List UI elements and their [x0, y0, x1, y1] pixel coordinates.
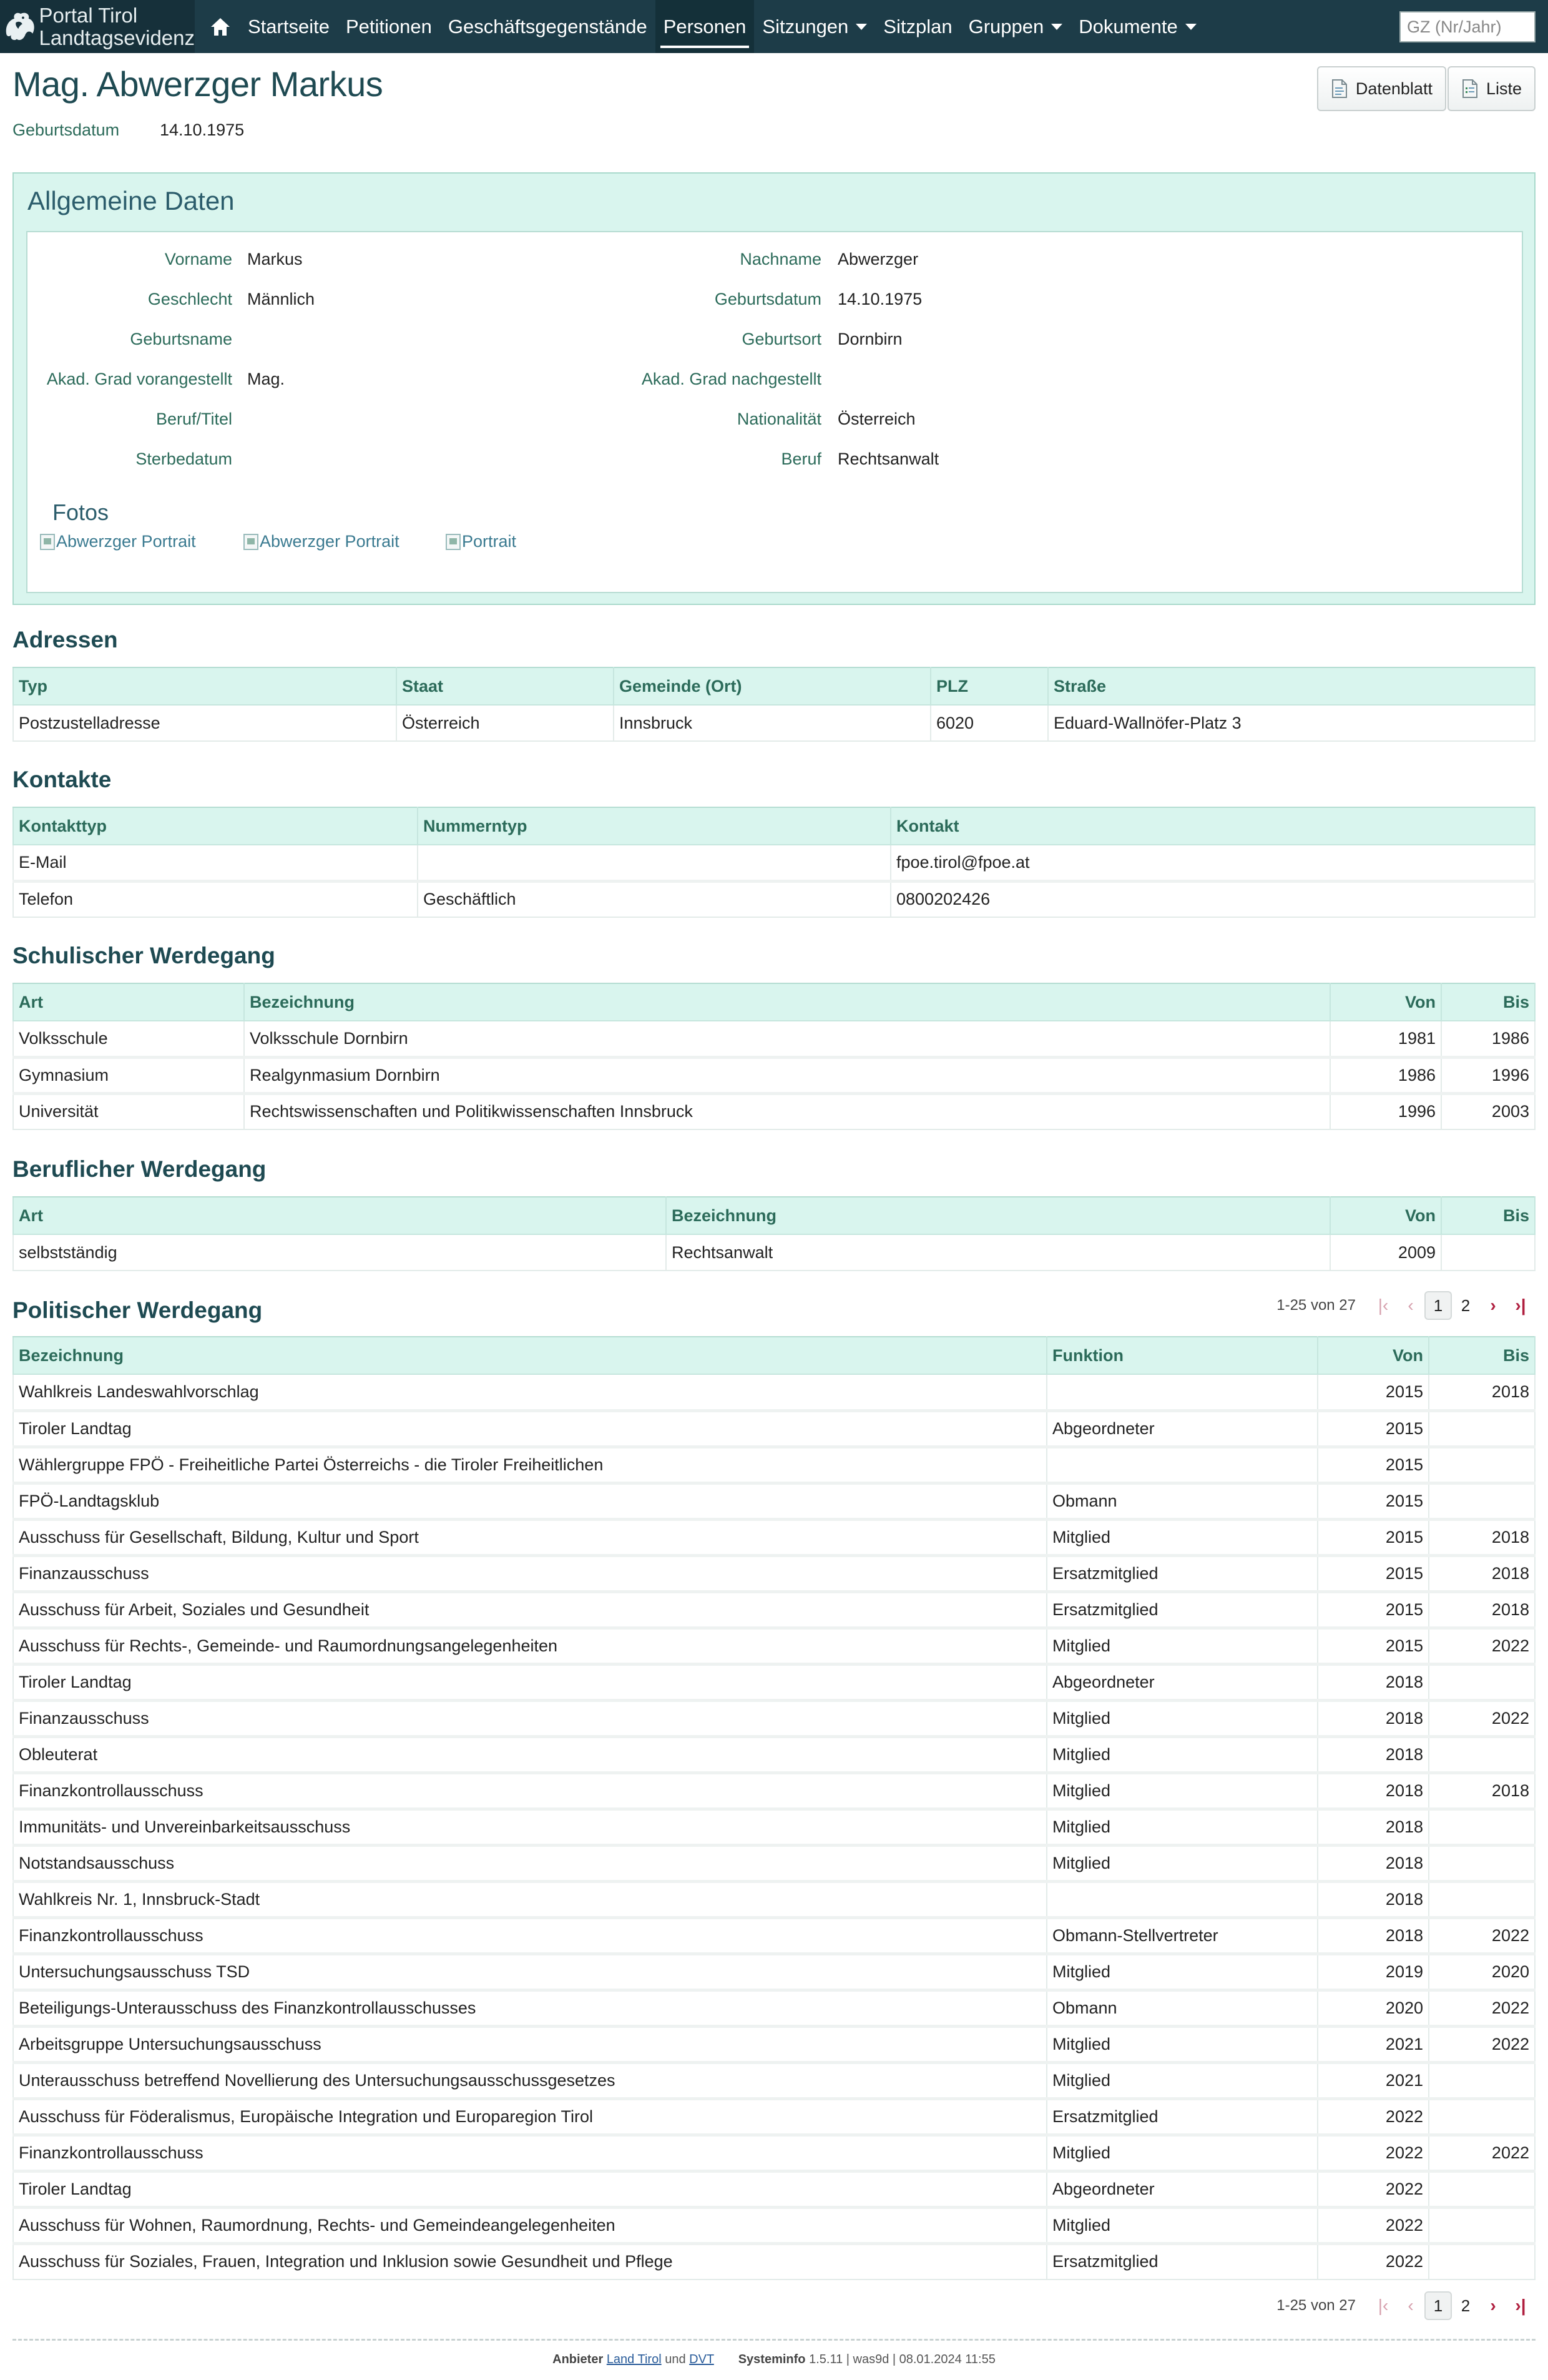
cell-bezeichnung: Obleuterat [13, 1736, 1047, 1773]
footer-divider [12, 2339, 1536, 2341]
cell-bezeichnung: Ausschuss für Wohnen, Raumordnung, Rechts- und Gemeindeangelegenheiten [13, 2207, 1047, 2243]
cell-nummerntyp: Geschäftlich [418, 881, 891, 917]
cell-funktion: Ersatzmitglied [1047, 1555, 1318, 1591]
pager-info: 1-25 von 27 [1276, 2297, 1356, 2314]
cell-funktion: Obmann [1047, 1990, 1318, 2026]
nav-label: Petitionen [345, 15, 432, 37]
cell-bis [1441, 1234, 1535, 1271]
cell-bezeichnung: Ausschuss für Arbeit, Soziales und Gesundheit [13, 1591, 1047, 1628]
cell-funktion: Obmann [1047, 1483, 1318, 1519]
beruf-titel-label: Beruf/Titel [155, 410, 232, 428]
cell-von: 1986 [1330, 1057, 1441, 1093]
geschlecht-value: Männlich [247, 290, 315, 308]
cell-von: 2015 [1318, 1447, 1429, 1483]
land-tirol-link[interactable]: Land Tirol [606, 2353, 662, 2366]
cell-bezeichnung: Ausschuss für Föderalismus, Europäische Integration und Europaregion Tirol [13, 2098, 1047, 2135]
cell-bis: 2018 [1429, 1773, 1535, 1809]
photo-2[interactable] [243, 532, 399, 551]
table-header-row [13, 1197, 1535, 1234]
cell-art: Volksschule [13, 1021, 244, 1057]
beruf-table [12, 1196, 1536, 1271]
table-header-row [13, 1337, 1535, 1374]
cell-bis [1429, 1483, 1535, 1519]
photo-alt-text: Abwerzger Portrait [260, 532, 399, 551]
table-row [13, 1057, 1535, 1093]
first-page-icon[interactable]: |‹ [1378, 1296, 1389, 1315]
cell-von: 2009 [1330, 1234, 1441, 1271]
cell-von: 2022 [1318, 2243, 1429, 2279]
pager-info: 1-25 von 27 [1276, 1297, 1356, 1314]
cell-kontakt: fpoe.tirol@fpoe.at [891, 845, 1535, 881]
cell-kontakttyp: E-Mail [13, 845, 418, 881]
nav-personen[interactable] [655, 0, 755, 53]
cell-von: 2015 [1318, 1519, 1429, 1555]
cell-bezeichnung: Ausschuss für Rechts-, Gemeinde- und Raumordnungsangelegenheiten [13, 1628, 1047, 1664]
nav-label: Geschäftsgegenstände [448, 15, 647, 37]
kontakte-table [12, 807, 1536, 918]
cell-bezeichnung: Finanzkontrollausschuss [13, 2135, 1047, 2171]
nav-dokumente[interactable] [1070, 0, 1205, 53]
table-row [13, 1234, 1535, 1271]
cell-von: 2015 [1318, 1410, 1429, 1447]
cell-bezeichnung: Tiroler Landtag [13, 1664, 1047, 1700]
cell-bezeichnung: Volksschule Dornbirn [244, 1021, 1330, 1057]
nav-label: Sitzplan [883, 15, 953, 37]
datenblatt-button[interactable] [1317, 66, 1446, 111]
table-header-row [13, 667, 1535, 705]
cell-kontakt: 0800202426 [891, 881, 1535, 917]
pager-top [1276, 1291, 1534, 1320]
cell-bis: 2022 [1429, 2135, 1535, 2171]
table-row [13, 1664, 1535, 1700]
cell-bis: 2003 [1441, 1093, 1535, 1129]
cell-bezeichnung: Finanzausschuss [13, 1555, 1047, 1591]
first-page-icon[interactable]: |‹ [1378, 2296, 1389, 2315]
cell-kontakttyp: Telefon [13, 881, 418, 917]
cell-von: 2018 [1318, 1809, 1429, 1845]
datenblatt-label: Datenblatt [1355, 79, 1433, 98]
brand-line-1: Portal Tirol [39, 3, 138, 27]
cell-bezeichnung: Finanzkontrollausschuss [13, 1773, 1047, 1809]
cell-funktion: Mitglied [1047, 2026, 1318, 2062]
nav-label: Personen [663, 15, 747, 37]
anbieter-label: Anbieter [552, 2353, 604, 2366]
column-header: Bis [1429, 1337, 1535, 1374]
broken-image-icon [40, 534, 55, 550]
previous-page-icon[interactable]: ‹ [1408, 2296, 1414, 2315]
liste-label: Liste [1486, 79, 1522, 98]
cell-bezeichnung: Tiroler Landtag [13, 2171, 1047, 2207]
akad-grad-vor-value: Mag. [247, 370, 285, 388]
table-row [13, 1374, 1535, 1410]
table-row [13, 1591, 1535, 1628]
cell-bis [1429, 2062, 1535, 2098]
cell-typ: Postzustelladresse [13, 705, 396, 741]
cell-von: 2022 [1318, 2207, 1429, 2243]
cell-funktion: Ersatzmitglied [1047, 2098, 1318, 2135]
cell-funktion: Mitglied [1047, 1845, 1318, 1881]
column-header: Art [13, 1197, 666, 1234]
nationalitaet-label: Nationalität [737, 410, 821, 428]
column-header: Kontakt [891, 807, 1535, 845]
chevron-down-icon [1185, 24, 1197, 30]
dvt-link[interactable]: DVT [689, 2353, 714, 2366]
cell-von: 2021 [1318, 2062, 1429, 2098]
cell-bis: 2022 [1429, 1990, 1535, 2026]
column-header: Von [1330, 983, 1441, 1021]
cell-von: 2021 [1318, 2026, 1429, 2062]
table-row [13, 1447, 1535, 1483]
cell-von: 2018 [1318, 1700, 1429, 1736]
gz-search-input[interactable] [1399, 11, 1536, 42]
cell-von: 1981 [1330, 1021, 1441, 1057]
cell-funktion: Mitglied [1047, 1736, 1318, 1773]
page-button-1[interactable]: 1 [1424, 1291, 1452, 1320]
table-row [13, 1021, 1535, 1057]
brand-line-2: Landtagsevidenz [39, 26, 195, 49]
photo-alt-text: Portrait [462, 532, 517, 551]
cell-von: 2019 [1318, 1954, 1429, 1990]
table-row [13, 2135, 1535, 2171]
beruflicher-werdegang-title: Beruflicher Werdegang [12, 1156, 267, 1182]
cell-bis [1429, 1809, 1535, 1845]
beruf-value: Rechtsanwalt [838, 450, 939, 468]
nav-label: Gruppen [968, 15, 1044, 37]
main-nav [240, 0, 1205, 53]
photo-alt-text: Abwerzger Portrait [56, 532, 196, 551]
cell-bezeichnung: Realgynmasium Dornbirn [244, 1057, 1330, 1093]
next-page-icon[interactable]: › [1490, 1296, 1496, 1315]
table-row [13, 2026, 1535, 2062]
column-header: Von [1318, 1337, 1429, 1374]
table-row [13, 1736, 1535, 1773]
cell-bis [1429, 2171, 1535, 2207]
nav-geschaeftsgegenstaende[interactable] [440, 0, 655, 53]
cell-bis: 2022 [1429, 1700, 1535, 1736]
cell-bis [1429, 2098, 1535, 2135]
footer-und: und [665, 2353, 686, 2366]
cell-nummerntyp [418, 845, 891, 881]
table-row [13, 1881, 1535, 1917]
broken-image-icon [243, 534, 258, 550]
geburtsname-label: Geburtsname [130, 330, 232, 348]
allgemeine-daten-panel [12, 172, 1536, 605]
table-row [13, 2207, 1535, 2243]
cell-bezeichnung: Wählergruppe FPÖ - Freiheitliche Partei Österreichs - die Tiroler Freiheitlichen [13, 1447, 1047, 1483]
cell-bis [1429, 1410, 1535, 1447]
column-header: Bezeichnung [244, 983, 1330, 1021]
cell-bis: 2018 [1429, 1374, 1535, 1410]
nav-petitionen[interactable] [338, 0, 440, 53]
page-button-1[interactable]: 1 [1424, 2291, 1452, 2320]
next-page-icon[interactable]: › [1490, 2296, 1496, 2315]
table-row [13, 2098, 1535, 2135]
geburtsdatum-value: 14.10.1975 [838, 290, 923, 308]
column-header: Funktion [1047, 1337, 1318, 1374]
cell-bis: 1986 [1441, 1021, 1535, 1057]
cell-staat: Österreich [396, 705, 614, 741]
table-row [13, 845, 1535, 881]
cell-bezeichnung: Wahlkreis Nr. 1, Innsbruck-Stadt [13, 1881, 1047, 1917]
cell-art: Gymnasium [13, 1057, 244, 1093]
akad-grad-vor-label: Akad. Grad vorangestellt [46, 370, 232, 388]
nav-label: Startseite [248, 15, 330, 37]
cell-bis [1429, 2207, 1535, 2243]
cell-funktion: Obmann-Stellvertreter [1047, 1917, 1318, 1954]
table-row [13, 1845, 1535, 1881]
cell-von: 2018 [1318, 1664, 1429, 1700]
cell-bezeichnung: Tiroler Landtag [13, 1410, 1047, 1447]
cell-strasse: Eduard-Wallnöfer-Platz 3 [1048, 705, 1535, 741]
schule-table [12, 983, 1536, 1130]
cell-bezeichnung: Notstandsausschuss [13, 1845, 1047, 1881]
cell-funktion: Abgeordneter [1047, 2171, 1318, 2207]
column-header: Staat [396, 667, 614, 705]
cell-von: 2015 [1318, 1374, 1429, 1410]
tirol-eagle-logo [2, 1, 36, 52]
column-header: Straße [1048, 667, 1535, 705]
cell-funktion: Mitglied [1047, 1773, 1318, 1809]
footer [0, 2353, 1548, 2367]
table-row [13, 1773, 1535, 1809]
cell-funktion: Mitglied [1047, 1809, 1318, 1845]
column-header: Nummerntyp [418, 807, 891, 845]
allgemeine-daten-title: Allgemeine Daten [27, 186, 235, 215]
cell-von: 2018 [1318, 1917, 1429, 1954]
column-header: Von [1330, 1197, 1441, 1234]
beruf-label: Beruf [781, 450, 821, 468]
cell-bis: 2022 [1429, 1628, 1535, 1664]
sterbedatum-label: Sterbedatum [135, 450, 232, 468]
column-header: Gemeinde (Ort) [614, 667, 931, 705]
cell-funktion: Ersatzmitglied [1047, 2243, 1318, 2279]
table-row [13, 1809, 1535, 1845]
nav-label: Sitzungen [762, 15, 849, 37]
cell-bis [1429, 1447, 1535, 1483]
photo-3[interactable] [446, 532, 516, 551]
cell-bis [1429, 2243, 1535, 2279]
cell-bis: 2018 [1429, 1555, 1535, 1591]
brand-title [39, 4, 195, 49]
geburtsdatum-label: Geburtsdatum [714, 290, 821, 308]
last-page-icon[interactable]: ›| [1515, 1296, 1526, 1315]
nav-sitzplan[interactable] [875, 0, 960, 53]
cell-bezeichnung: Finanzkontrollausschuss [13, 1917, 1047, 1954]
cell-bis: 2018 [1429, 1591, 1535, 1628]
cell-funktion: Ersatzmitglied [1047, 1591, 1318, 1628]
page-button-2[interactable]: 2 [1461, 1296, 1471, 1315]
column-header: PLZ [931, 667, 1048, 705]
cell-von: 2018 [1318, 1881, 1429, 1917]
fotos-title: Fotos [52, 499, 109, 525]
column-header: Art [13, 983, 244, 1021]
cell-funktion: Mitglied [1047, 1628, 1318, 1664]
cell-funktion [1047, 1447, 1318, 1483]
broken-image-icon [446, 534, 461, 550]
nachname-label: Nachname [740, 250, 821, 268]
page-button-2[interactable]: 2 [1461, 2296, 1471, 2315]
top-navbar [0, 0, 1548, 53]
cell-von: 1996 [1330, 1093, 1441, 1129]
allgemeine-daten-content [26, 231, 1523, 593]
home-button[interactable] [201, 0, 240, 53]
cell-von: 2022 [1318, 2171, 1429, 2207]
column-header: Bis [1441, 983, 1535, 1021]
nationalitaet-value: Österreich [838, 410, 916, 428]
page-title: Mag. Abwerzger Markus [12, 64, 383, 104]
table-row [13, 1519, 1535, 1555]
table-header-row [13, 807, 1535, 845]
cell-bis [1429, 1664, 1535, 1700]
table-row [13, 1555, 1535, 1591]
table-row [13, 1990, 1535, 2026]
table-row [13, 1628, 1535, 1664]
column-header: Bis [1441, 1197, 1535, 1234]
vorname-label: Vorname [164, 250, 232, 268]
cell-von: 2022 [1318, 2098, 1429, 2135]
cell-bezeichnung: Rechtsanwalt [666, 1234, 1330, 1271]
column-header: Typ [13, 667, 396, 705]
cell-bezeichnung: Arbeitsgruppe Untersuchungsausschuss [13, 2026, 1047, 2062]
cell-bezeichnung: Wahlkreis Landeswahlvorschlag [13, 1374, 1047, 1410]
nav-startseite[interactable] [240, 0, 338, 53]
nachname-value: Abwerzger [838, 250, 919, 268]
politik-table [12, 1336, 1536, 2280]
liste-button[interactable] [1448, 66, 1536, 111]
kontakte-title: Kontakte [12, 767, 112, 792]
cell-funktion: Mitglied [1047, 2207, 1318, 2243]
last-page-icon[interactable]: ›| [1515, 2296, 1526, 2315]
cell-plz: 6020 [931, 705, 1048, 741]
schulischer-werdegang-title: Schulischer Werdegang [12, 943, 275, 968]
cell-funktion [1047, 1374, 1318, 1410]
geschlecht-label: Geschlecht [147, 290, 232, 308]
cell-funktion: Mitglied [1047, 1519, 1318, 1555]
table-row [13, 1700, 1535, 1736]
cell-bezeichnung: Untersuchungsausschuss TSD [13, 1954, 1047, 1990]
cell-von: 2015 [1318, 1591, 1429, 1628]
cell-von: 2018 [1318, 1773, 1429, 1809]
column-header: Bezeichnung [666, 1197, 1330, 1234]
photo-1[interactable] [40, 532, 196, 551]
cell-bis [1429, 1845, 1535, 1881]
cell-bezeichnung: Unterausschuss betreffend Novellierung des Untersuchungsausschussgesetzes [13, 2062, 1047, 2098]
document-icon [1331, 79, 1348, 99]
table-row [13, 705, 1535, 741]
cell-gemeinde: Innsbruck [614, 705, 931, 741]
adressen-title: Adressen [12, 627, 118, 652]
column-header: Kontakttyp [13, 807, 418, 845]
chevron-down-icon [856, 24, 867, 30]
systeminfo-label: Systeminfo [738, 2353, 806, 2366]
table-row [13, 881, 1535, 917]
cell-bezeichnung: FPÖ-Landtagsklub [13, 1483, 1047, 1519]
cell-von: 2020 [1318, 1990, 1429, 2026]
cell-bezeichnung: Finanzausschuss [13, 1700, 1047, 1736]
column-header: Bezeichnung [13, 1337, 1047, 1374]
cell-bis: 1996 [1441, 1057, 1535, 1093]
cell-von: 2015 [1318, 1555, 1429, 1591]
table-row [13, 2062, 1535, 2098]
nav-label: Dokumente [1079, 15, 1178, 37]
cell-bis: 2020 [1429, 1954, 1535, 1990]
systeminfo-value: 1.5.11 | was9d | 08.01.2024 11:55 [809, 2353, 996, 2366]
table-row [13, 1093, 1535, 1129]
table-row [13, 1483, 1535, 1519]
birthdate-value: 14.10.1975 [160, 120, 245, 139]
nav-gruppen[interactable] [961, 0, 1071, 53]
birthdate-label: Geburtsdatum [12, 120, 120, 139]
cell-funktion: Mitglied [1047, 2135, 1318, 2171]
akad-grad-nach-label: Akad. Grad nachgestellt [641, 370, 821, 388]
brand[interactable] [0, 0, 195, 53]
cell-bezeichnung: Ausschuss für Soziales, Frauen, Integration und Inklusion sowie Gesundheit und Pflege [13, 2243, 1047, 2279]
cell-art: Universität [13, 1093, 244, 1129]
adressen-table [12, 667, 1536, 742]
cell-funktion [1047, 1881, 1318, 1917]
geburtsort-value: Dornbirn [838, 330, 903, 348]
cell-bezeichnung: Immunitäts- und Unvereinbarkeitsausschuss [13, 1809, 1047, 1845]
list-document-icon [1461, 79, 1479, 99]
vorname-value: Markus [247, 250, 303, 268]
chevron-down-icon [1051, 24, 1062, 30]
cell-bis [1429, 1881, 1535, 1917]
home-icon [210, 17, 231, 37]
table-row [13, 2171, 1535, 2207]
politischer-werdegang-title: Politischer Werdegang [12, 1297, 263, 1323]
table-header-row [13, 983, 1535, 1021]
cell-bezeichnung: Ausschuss für Gesellschaft, Bildung, Kultur und Sport [13, 1519, 1047, 1555]
cell-von: 2015 [1318, 1483, 1429, 1519]
cell-bis: 2022 [1429, 2026, 1535, 2062]
cell-bis [1429, 1736, 1535, 1773]
cell-bis: 2018 [1429, 1519, 1535, 1555]
table-row [13, 1954, 1535, 1990]
cell-funktion: Abgeordneter [1047, 1664, 1318, 1700]
table-row [13, 2243, 1535, 2279]
pager-bottom [1276, 2291, 1534, 2320]
cell-von: 2018 [1318, 1736, 1429, 1773]
previous-page-icon[interactable]: ‹ [1408, 1296, 1414, 1315]
nav-sitzungen[interactable] [754, 0, 875, 53]
cell-von: 2018 [1318, 1845, 1429, 1881]
cell-funktion: Mitglied [1047, 2062, 1318, 2098]
cell-bezeichnung: Rechtswissenschaften und Politikwissenschaften Innsbruck [244, 1093, 1330, 1129]
cell-art: selbstständig [13, 1234, 666, 1271]
cell-von: 2022 [1318, 2135, 1429, 2171]
table-row [13, 1410, 1535, 1447]
geburtsort-label: Geburtsort [742, 330, 821, 348]
header-button-group [1317, 66, 1536, 111]
cell-bis: 2022 [1429, 1917, 1535, 1954]
table-row [13, 1917, 1535, 1954]
cell-funktion: Mitglied [1047, 1700, 1318, 1736]
cell-bezeichnung: Beteiligungs-Unterausschuss des Finanzkontrollausschusses [13, 1990, 1047, 2026]
cell-von: 2015 [1318, 1628, 1429, 1664]
cell-funktion: Mitglied [1047, 1954, 1318, 1990]
birthdate-summary [12, 120, 244, 140]
cell-funktion: Abgeordneter [1047, 1410, 1318, 1447]
